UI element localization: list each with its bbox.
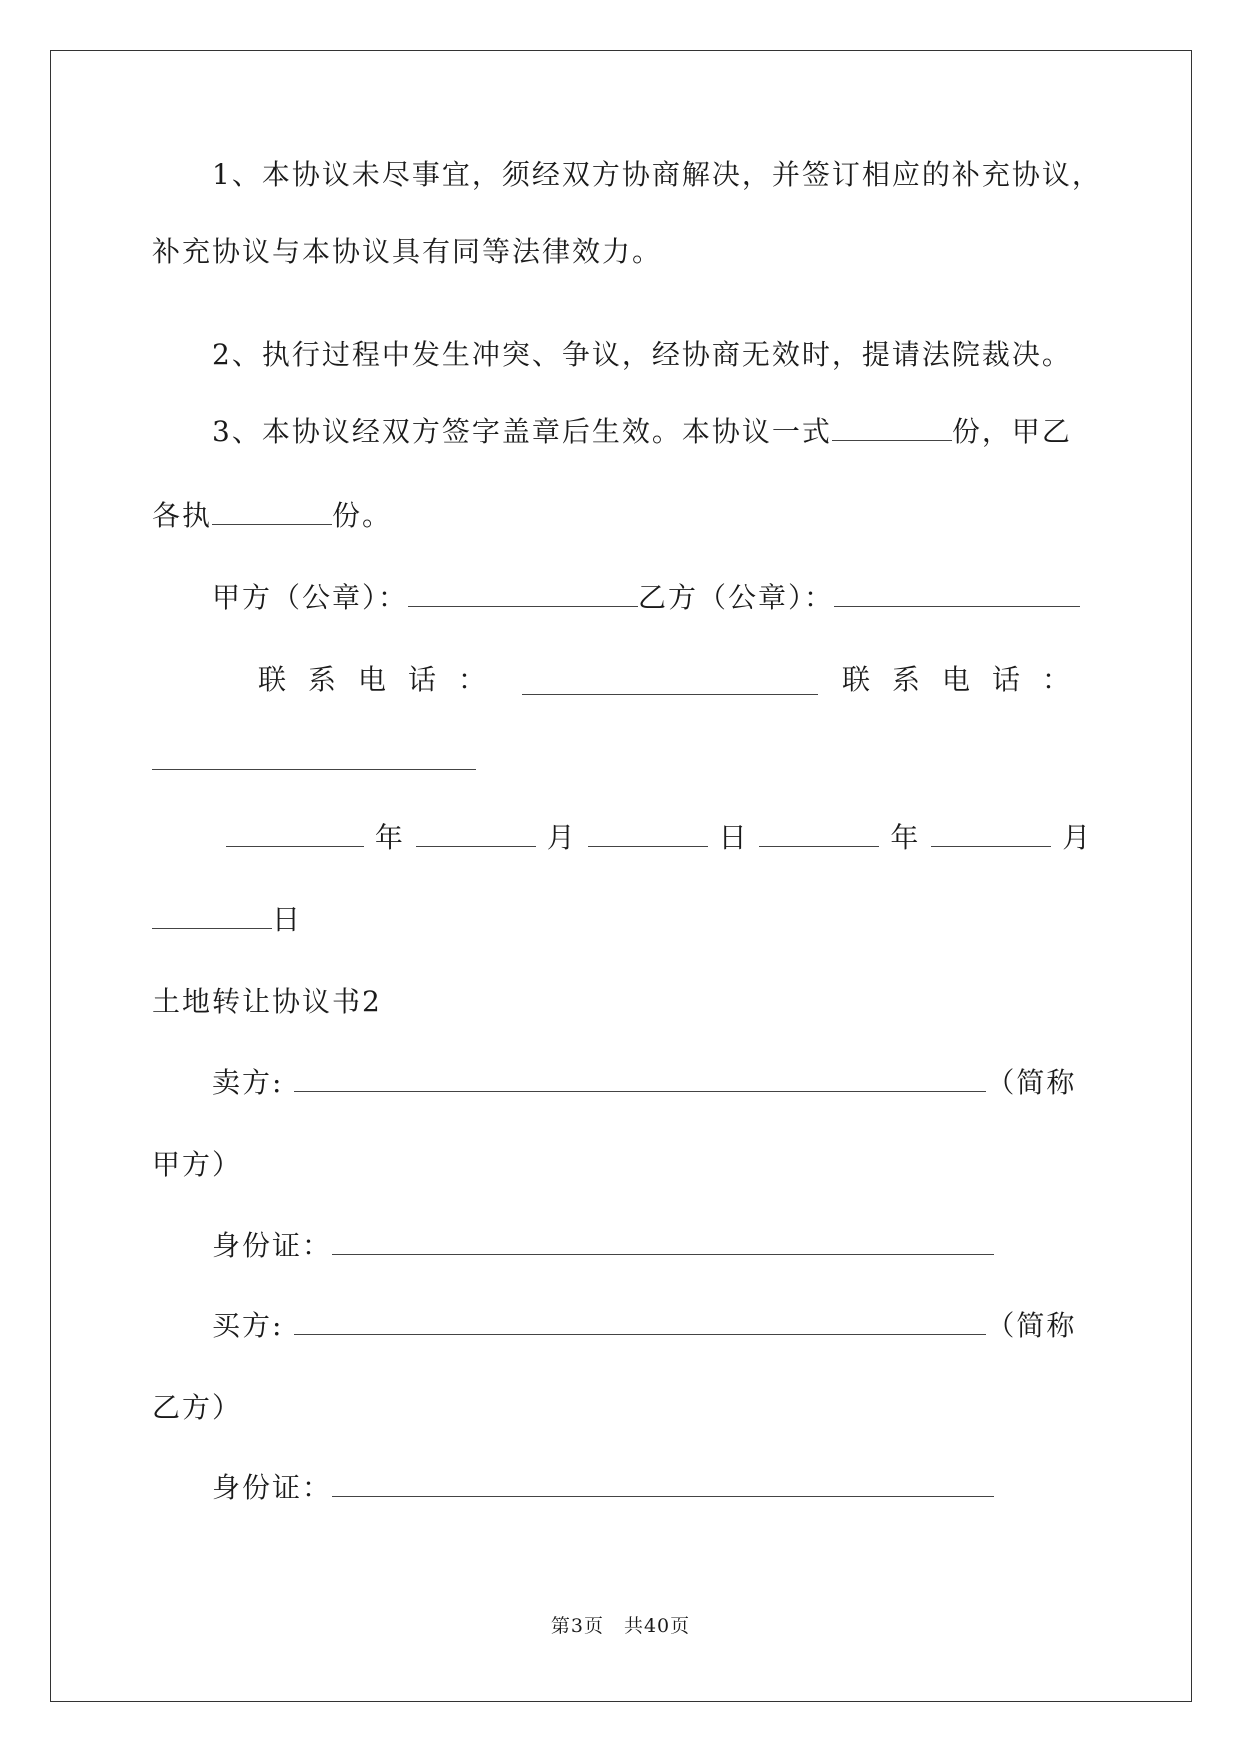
page-number: 第3页 共40页 (550, 1615, 691, 1637)
clause-2: 2、执行过程中发生冲突、争议，经协商无效时，提请法院裁决。 (212, 338, 1072, 371)
date-a-month-blank[interactable] (416, 820, 536, 847)
clause-3-line-2 (152, 496, 392, 536)
buyer-line (212, 1306, 1076, 1346)
date-b-day-blank[interactable] (152, 902, 272, 929)
party-b-abbrev: 乙方） (152, 1391, 243, 1424)
party-a-seal-label: 甲方（公章）： (212, 581, 409, 614)
phone-a-blank[interactable] (522, 668, 818, 695)
seller-line (212, 1063, 1076, 1103)
buyer-abbrev-open: （简称 (986, 1309, 1077, 1342)
clause-3-text-c: 各执 (152, 499, 213, 532)
clause-1-line-2: 补充协议与本协议具有同等法律效力。 (152, 235, 663, 268)
seller-label: 卖方: (212, 1066, 284, 1099)
seller-id-label: 身份证： (212, 1229, 333, 1262)
year-label-a: 年 (374, 821, 405, 854)
buyer-id-label: 身份证： (212, 1471, 333, 1504)
date-a-day-blank[interactable] (588, 820, 708, 847)
party-a-seal-blank[interactable] (408, 580, 638, 607)
buyer-label: 买方: (212, 1309, 284, 1342)
copies-each-blank[interactable] (212, 498, 332, 525)
date-b-year-blank[interactable] (759, 820, 879, 847)
date-b-month-blank[interactable] (931, 820, 1051, 847)
seller-id-line (212, 1226, 994, 1266)
clause-3-text-a: 3、本协议经双方签字盖章后生效。本协议一式 (212, 415, 832, 448)
date-a-year-blank[interactable] (226, 820, 364, 847)
date-line-2 (152, 900, 302, 940)
seal-line (212, 578, 1080, 618)
phone-b-blank[interactable] (152, 743, 476, 770)
month-label-a: 月 (546, 821, 577, 854)
phone-label-a: 联系电话： (258, 663, 509, 696)
clause-3-text-d: 份。 (332, 499, 393, 532)
phone-label-b: 联系电话： (842, 663, 1093, 696)
party-a-abbrev: 甲方） (152, 1148, 243, 1181)
clause-1-line-1: 1、本协议未尽事宜，须经双方协商解决，并签订相应的补充协议， (212, 158, 1102, 191)
day-label-a: 日 (718, 821, 749, 854)
clause-3-line-1 (212, 412, 1072, 452)
buyer-blank[interactable] (294, 1308, 986, 1335)
copies-total-blank[interactable] (832, 414, 952, 441)
seller-blank[interactable] (294, 1065, 986, 1092)
month-label-b: 月 (1062, 821, 1093, 854)
party-b-seal-label: 乙方（公章）： (638, 581, 835, 614)
day-label-b: 日 (272, 903, 303, 936)
buyer-id-blank[interactable] (332, 1470, 994, 1497)
seller-abbrev-open: （简称 (986, 1066, 1077, 1099)
date-line (226, 818, 1092, 858)
party-b-seal-blank[interactable] (834, 580, 1080, 607)
page-border (50, 50, 1192, 1702)
seller-id-blank[interactable] (332, 1228, 994, 1255)
buyer-id-line (212, 1468, 994, 1508)
section-title: 土地转让协议书2 (152, 985, 382, 1018)
year-label-b: 年 (890, 821, 921, 854)
clause-3-text-b: 份，甲乙 (951, 415, 1072, 448)
